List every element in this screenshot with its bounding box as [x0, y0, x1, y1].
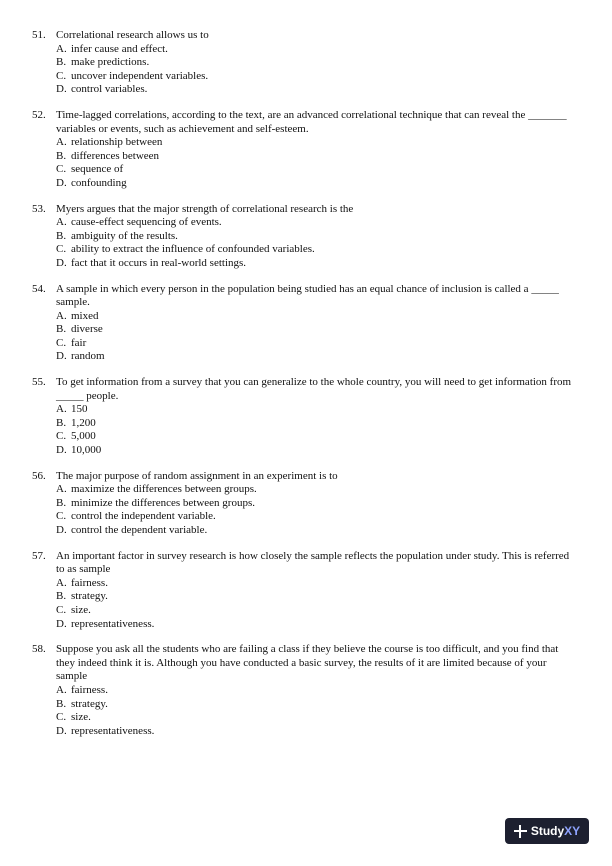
- answer-option: [56, 257, 612, 271]
- option-letter: D.: [56, 524, 67, 536]
- option-letter: C.: [56, 510, 67, 523]
- question: [0, 29, 612, 97]
- option-letter: B.: [56, 416, 67, 429]
- brand-name: [531, 824, 580, 838]
- option-text: fairness.: [71, 576, 108, 589]
- question-number: 54.: [32, 282, 46, 295]
- answer-options: [56, 310, 612, 364]
- answer-option: [56, 163, 612, 177]
- answer-option: [56, 590, 612, 604]
- option-letter: A.: [56, 42, 67, 55]
- option-text: strategy.: [71, 697, 108, 710]
- question-number: 58.: [32, 643, 46, 656]
- answer-option: [56, 417, 612, 431]
- option-text: maximize the differences between groups.: [71, 483, 257, 496]
- question-number: 55.: [32, 376, 46, 389]
- option-text: size.: [71, 603, 91, 616]
- answer-option: [56, 337, 612, 351]
- option-letter: D.: [56, 350, 67, 363]
- option-text: random: [71, 350, 105, 363]
- option-text: 1,200: [71, 416, 96, 429]
- option-letter: D.: [56, 617, 67, 630]
- answer-options: [56, 216, 612, 270]
- answer-option: [56, 310, 612, 324]
- option-text: uncover independent variables.: [71, 69, 209, 82]
- answer-option: [56, 177, 612, 191]
- question: [0, 470, 612, 538]
- answer-options: [56, 136, 612, 190]
- question: [0, 376, 612, 458]
- option-text: sequence of: [71, 163, 124, 176]
- option-letter: D.: [56, 176, 67, 189]
- studyxy-logo[interactable]: [505, 818, 589, 844]
- answer-option: [56, 497, 612, 511]
- question-number: 52.: [32, 108, 46, 121]
- option-letter: D.: [56, 83, 67, 96]
- option-text: cause-effect sequencing of events.: [71, 216, 222, 229]
- option-letter: B.: [56, 496, 67, 509]
- option-text: confounding: [71, 176, 127, 189]
- option-letter: A.: [56, 403, 67, 416]
- question: [0, 203, 612, 271]
- answer-option: [56, 524, 612, 538]
- option-text: mixed: [71, 309, 99, 322]
- answer-option: [56, 43, 612, 57]
- option-letter: B.: [56, 149, 67, 162]
- option-letter: A.: [56, 136, 67, 149]
- question-number: 53.: [32, 202, 46, 215]
- option-letter: B.: [56, 697, 67, 710]
- option-letter: D.: [56, 256, 67, 269]
- option-text: ambiguity of the results.: [71, 229, 178, 242]
- option-letter: D.: [56, 444, 67, 457]
- option-text: representativeness.: [71, 724, 155, 737]
- answer-option: [56, 403, 612, 417]
- option-letter: A.: [56, 576, 67, 589]
- answer-options: [56, 684, 612, 738]
- answer-option: [56, 230, 612, 244]
- option-letter: C.: [56, 336, 67, 349]
- option-text: control variables.: [71, 83, 148, 96]
- answer-option: [56, 725, 612, 739]
- question: [0, 550, 612, 632]
- option-letter: B.: [56, 56, 67, 69]
- answer-option: [56, 150, 612, 164]
- question: [0, 283, 612, 365]
- answer-option: [56, 444, 612, 458]
- option-text: control the independent variable.: [71, 510, 216, 523]
- option-letter: C.: [56, 69, 67, 82]
- answer-option: [56, 510, 612, 524]
- answer-option: [56, 216, 612, 230]
- option-text: infer cause and effect.: [71, 42, 168, 55]
- question-number: 57.: [32, 549, 46, 562]
- plus-icon: [514, 825, 527, 838]
- answer-option: [56, 684, 612, 698]
- question-text: Myers argues that the major strength of correlational research is the: [56, 202, 354, 215]
- answer-option: [56, 604, 612, 618]
- option-text: fairness.: [71, 683, 108, 696]
- answer-option: [56, 83, 612, 97]
- option-text: representativeness.: [71, 617, 155, 630]
- question: [0, 643, 612, 738]
- option-text: ability to extract the influence of confounded variables.: [71, 243, 315, 256]
- option-letter: C.: [56, 163, 67, 176]
- question-text: The major purpose of random assignment in an experiment is to: [56, 469, 338, 482]
- option-letter: B.: [56, 323, 67, 336]
- answer-option: [56, 483, 612, 497]
- answer-option: [56, 698, 612, 712]
- option-text: minimize the differences between groups.: [71, 496, 255, 509]
- question-text: An important factor in survey research is how closely the sample reflects the population under study. This is referred to as sample: [56, 549, 572, 576]
- brand-name-study: Study: [530, 824, 565, 838]
- option-text: strategy.: [71, 590, 108, 603]
- question-text: To get information from a survey that you can generalize to the whole country, you will need to get information from _____ people.: [56, 376, 574, 402]
- option-letter: B.: [56, 590, 67, 603]
- answer-option: [56, 243, 612, 257]
- question-text: Correlational research allows us to: [56, 29, 209, 41]
- option-letter: C.: [56, 430, 67, 443]
- option-text: diverse: [71, 323, 103, 336]
- option-letter: A.: [56, 309, 67, 322]
- question: [0, 109, 612, 191]
- question-list: [0, 29, 612, 750]
- question-text: Time-lagged correlations, according to the text, are an advanced correlational technique that can reveal the _______ variables or events, such as achievement and self-esteem.: [56, 108, 570, 135]
- option-text: fair: [71, 336, 87, 349]
- answer-option: [56, 70, 612, 84]
- answer-option: [56, 430, 612, 444]
- option-letter: C.: [56, 243, 67, 256]
- brand-name-xy: XY: [564, 824, 581, 838]
- option-text: make predictions.: [71, 56, 150, 69]
- option-text: 10,000: [71, 444, 102, 457]
- answer-option: [56, 323, 612, 337]
- option-letter: A.: [56, 683, 67, 696]
- option-letter: C.: [56, 711, 67, 724]
- answer-option: [56, 56, 612, 70]
- option-text: size.: [71, 711, 91, 724]
- answer-option: [56, 577, 612, 591]
- question-number: 56.: [32, 469, 46, 482]
- answer-options: [56, 483, 612, 537]
- option-letter: A.: [56, 483, 67, 496]
- question-text: A sample in which every person in the population being studied has an equal chance of inclusion is called a _____ sample.: [56, 282, 562, 309]
- answer-option: [56, 350, 612, 364]
- answer-option: [56, 618, 612, 632]
- answer-options: [56, 403, 612, 457]
- answer-options: [56, 577, 612, 631]
- answer-option: [56, 136, 612, 150]
- answer-option: [56, 711, 612, 725]
- option-letter: B.: [56, 229, 67, 242]
- question-number: 51.: [32, 29, 46, 41]
- option-letter: C.: [56, 603, 67, 616]
- question-text: Suppose you ask all the students who are failing a class if they believe the course is too difficult, and you find that they indeed think it is. Although you have conducted a basic survey, the results of it are limited because of your sample: [56, 643, 562, 683]
- option-text: control the dependent variable.: [71, 524, 208, 536]
- option-text: relationship between: [71, 136, 163, 149]
- option-text: differences between: [71, 149, 160, 162]
- option-text: fact that it occurs in real-world settings.: [71, 256, 247, 269]
- answer-options: [56, 43, 612, 97]
- option-text: 5,000: [71, 430, 96, 443]
- option-text: 150: [71, 403, 88, 416]
- option-letter: D.: [56, 724, 67, 737]
- option-letter: A.: [56, 216, 67, 229]
